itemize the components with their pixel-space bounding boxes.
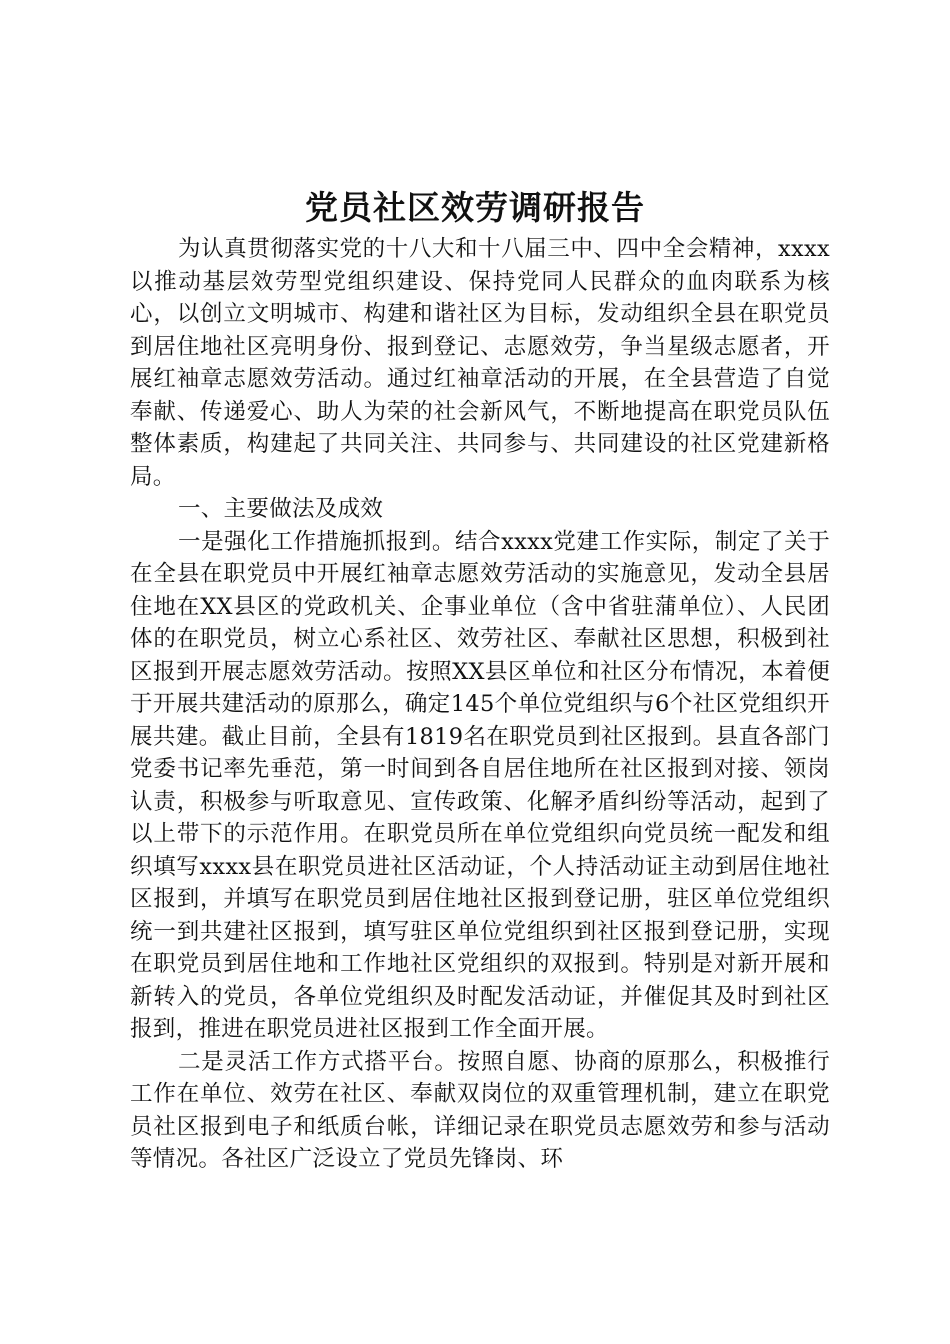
section-heading-main-practices: 一、主要做法及成效	[178, 496, 384, 522]
document-body	[130, 233, 830, 1176]
document-title: 党员社区效劳调研报告	[305, 188, 645, 227]
paragraph-strengthen-measures: 一是强化工作措施抓报到。结合xxxx党建工作实际，制定了关于在全县在职党员中开展红袖章志愿效劳活动的实施意见，发动全县居住地在XX县区的党政机关、企事业单位（含中省驻蒲单位）、人民团体的在职党员，树立心系社区、效劳社区、奉献社区思想，积极到社区报到开展志愿效劳活动。按照XX县区单位和社区分布情况，本着便于开展共建活动的原那么，确定145个单位党组织与6个社区党组织开展共建。截止目前，全县有1819名在职党员到社区报到。县直各部门党委书记率先垂范，第一时间到各自居住地所在社区报到对接、领岗认责，积极参与听取意见、宣传政策、化解矛盾纠纷等活动，起到了以上带下的示范作用。在职党员所在单位党组织向党员统一配发和组织填写xxxx县在职党员进社区活动证，个人持活动证主动到居住地社区报到，并填写在职党员到居住地社区报到登记册，驻区单位党组织统一到共建社区报到，填写驻区单位党组织到社区报到登记册，实现在职党员到居住地和工作地社区党组织的双报到。特别是对新开展和新转入的党员，各单位党组织及时配发活动证，并催促其及时到社区报到，推进在职党员进社区报到工作全面开展。	[130, 528, 830, 1042]
paragraph-flexible-methods: 二是灵活工作方式搭平台。按照自愿、协商的原那么，积极推行工作在单位、效劳在社区、奉献双岗位的双重管理机制，建立在职党员社区报到电子和纸质台帐，详细记录在职党员志愿效劳和参与活动等情况。各社区广泛设立了党员先锋岗、环	[130, 1048, 830, 1172]
paragraph-intro: 为认真贯彻落实党的十八大和十八届三中、四中全会精神，xxxx以推动基层效劳型党组织建设、保持党同人民群众的血肉联系为核心，以创立文明城市、构建和谐社区为目标，发动组织全县在职党员到居住地社区亮明身份、报到登记、志愿效劳，争当星级志愿者，开展红袖章志愿效劳活动。通过红袖章活动的开展，在全县营造了自觉奉献、传递爱心、助人为荣的社会新风气，不断地提高在职党员队伍整体素质，构建起了共同关注、共同参与、共同建设的社区党建新格局。	[130, 236, 830, 490]
